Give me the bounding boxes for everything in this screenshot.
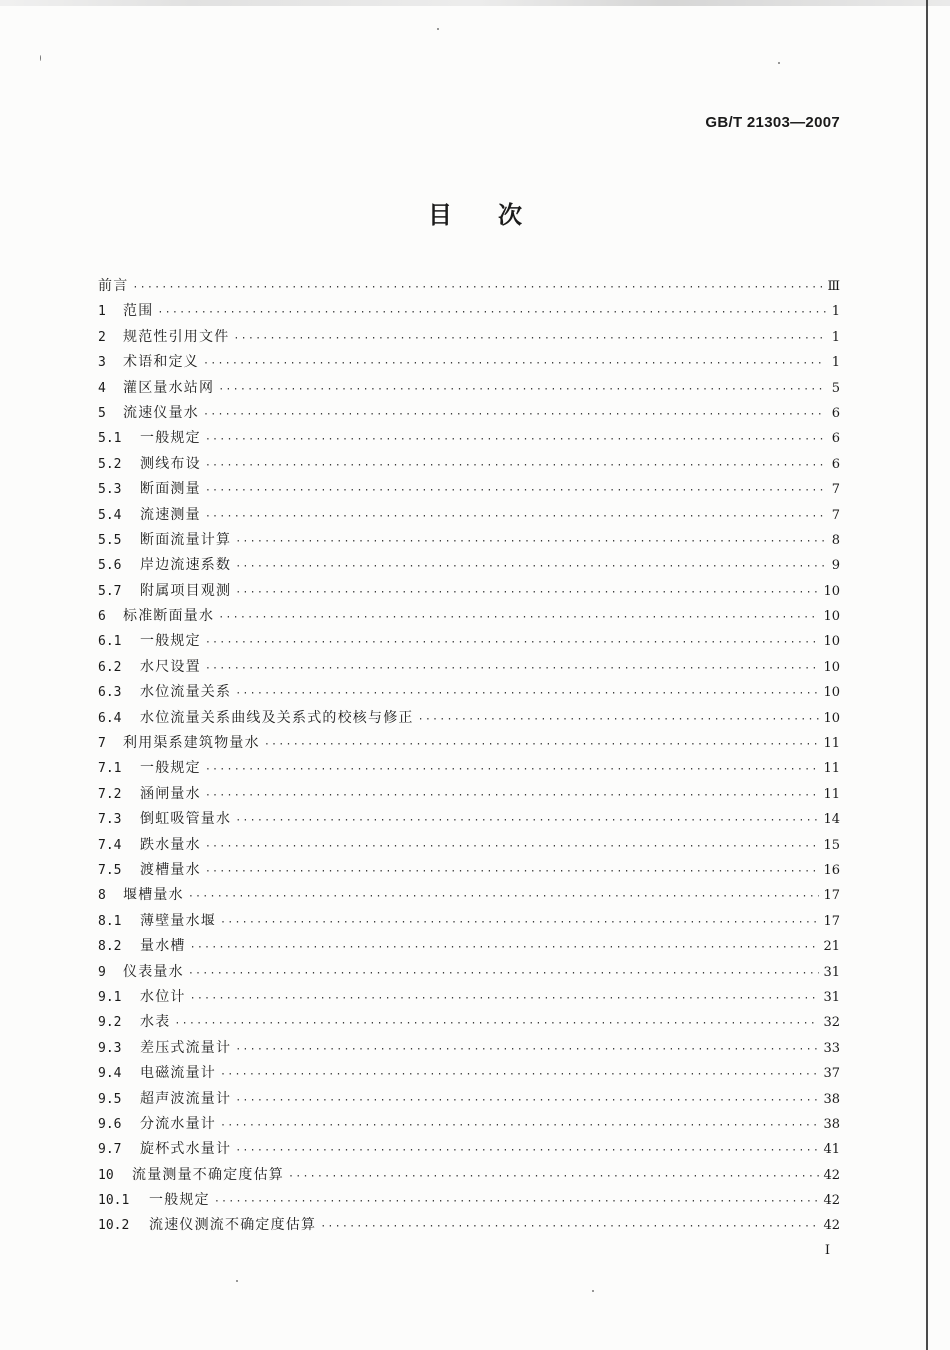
toc-entry-page: 31: [823, 989, 840, 1005]
toc-entry-number: 6.3: [98, 685, 122, 701]
scan-top-edge: [0, 0, 950, 6]
toc-leader-dots: [320, 1221, 819, 1232]
toc-entry-page: 10: [823, 659, 840, 675]
toc-entry[interactable]: [98, 834, 840, 859]
toc-entry-number: 7.2: [98, 786, 122, 802]
toc-entry-title: 电磁流量计: [140, 1065, 216, 1082]
toc-entry[interactable]: [98, 757, 840, 782]
toc-entry-title: 堰槽量水: [123, 887, 184, 904]
toc-leader-dots: [203, 358, 826, 369]
toc-entry-page: 41: [823, 1142, 840, 1158]
toc-entry-title: 规范性引用文件: [123, 328, 230, 345]
toc-entry-title: 水位流量关系曲线及关系式的校核与修正: [140, 709, 414, 726]
scan-speck: [778, 62, 780, 64]
toc-leader-dots: [218, 612, 819, 623]
toc-entry-number: 6: [98, 609, 106, 625]
toc-entry-page: 15: [823, 837, 840, 853]
toc-leader-dots: [205, 866, 820, 877]
toc-entry[interactable]: [98, 961, 840, 986]
toc-entry-number: 9: [98, 964, 106, 980]
toc-entry-number: 9.1: [98, 989, 122, 1005]
toc-entry[interactable]: [98, 478, 840, 503]
toc-leader-dots: [218, 384, 826, 395]
toc-entry-title: 一般规定: [140, 430, 201, 447]
toc-entry-number: 10.2: [98, 1218, 130, 1234]
toc-entry-title: 范围: [123, 303, 154, 320]
toc-entry[interactable]: [98, 1189, 840, 1214]
toc-entry[interactable]: [98, 1011, 840, 1036]
standard-number: GB/T 21303—2007: [705, 114, 840, 131]
toc-leader-dots: [132, 282, 823, 293]
toc-entry-page: 10: [823, 710, 840, 726]
toc-entry-number: 5.2: [98, 456, 122, 472]
toc-entry-number: 9.2: [98, 1015, 122, 1031]
toc-entry-page: 33: [823, 1040, 840, 1056]
toc-leader-dots: [235, 1044, 819, 1055]
toc-entry-page: Ⅲ: [827, 279, 840, 294]
toc-entry-page: 42: [823, 1167, 840, 1183]
toc-entry[interactable]: [98, 1138, 840, 1163]
toc-entry-number: 7.4: [98, 837, 122, 853]
toc-entry-title: 差压式流量计: [140, 1039, 232, 1056]
toc-entry[interactable]: [98, 656, 840, 681]
toc-entry[interactable]: [98, 884, 840, 909]
toc-leader-dots: [235, 587, 819, 598]
toc-entry-number: 5: [98, 405, 106, 421]
toc-entry-title: 术语和定义: [123, 354, 199, 371]
toc-entry-number: 3: [98, 355, 106, 371]
toc-entry[interactable]: [98, 504, 840, 529]
toc-entry-number: 10.1: [98, 1193, 130, 1209]
toc-entry-number: 10: [98, 1167, 114, 1183]
toc-entry-number: 5.3: [98, 482, 122, 498]
toc-entry[interactable]: [98, 1088, 840, 1113]
toc-entry[interactable]: [98, 1214, 840, 1239]
toc-entry[interactable]: [98, 1062, 840, 1087]
toc-entry[interactable]: [98, 453, 840, 478]
toc-entry-number: 6.1: [98, 634, 122, 650]
toc-entry-page: 8: [831, 532, 840, 548]
toc-entry-title: 一般规定: [149, 1192, 210, 1209]
toc-leader-dots: [205, 434, 826, 445]
toc-entry[interactable]: [98, 427, 840, 452]
toc-entry-title: 一般规定: [140, 633, 201, 650]
toc-entry-number: 5.4: [98, 507, 122, 523]
toc-entry-title: 分流水量计: [140, 1115, 216, 1132]
toc-entry-title: 前言: [98, 278, 129, 294]
toc-leader-dots: [235, 815, 819, 826]
toc-entry-title: 标准断面量水: [123, 608, 215, 625]
toc-leader-dots: [190, 942, 820, 953]
toc-entry[interactable]: [98, 326, 840, 351]
toc-entry-number: 9.3: [98, 1040, 122, 1056]
toc-leader-dots: [205, 764, 820, 775]
toc-entry[interactable]: [98, 275, 840, 300]
toc-entry-title: 薄壁量水堰: [140, 912, 216, 929]
toc-entry-number: 9.4: [98, 1066, 122, 1082]
toc-entry-page: 32: [823, 1015, 840, 1031]
toc-leader-dots: [205, 663, 820, 674]
toc-entry-title: 测线布设: [140, 455, 201, 472]
toc-entry[interactable]: [98, 1164, 840, 1189]
toc-entry-page: 17: [823, 913, 840, 929]
toc-entry[interactable]: [98, 732, 840, 757]
scan-speck: [437, 28, 439, 30]
toc-entry-number: 8: [98, 888, 106, 904]
toc-entry-page: 17: [823, 888, 840, 904]
toc-entry-number: 8.1: [98, 913, 122, 929]
toc-leader-dots: [220, 917, 819, 928]
toc-entry-title: 水位流量关系: [140, 684, 232, 701]
toc-entry-title: 灌区量水站网: [123, 379, 215, 396]
toc-leader-dots: [235, 536, 826, 547]
toc-entry-title: 水表: [140, 1014, 171, 1031]
toc-entry-page: 11: [823, 761, 840, 777]
toc-entry[interactable]: [98, 300, 840, 325]
toc-entry-page: 11: [823, 786, 840, 802]
toc-leader-dots: [205, 485, 826, 496]
toc-leader-dots: [205, 460, 826, 471]
toc-entry[interactable]: [98, 783, 840, 808]
toc-entry-page: 11: [823, 736, 840, 752]
toc-entry-page: 21: [823, 939, 840, 955]
page-title: 目次: [428, 201, 568, 229]
toc-leader-dots: [188, 891, 820, 902]
toc-entry[interactable]: [98, 554, 840, 579]
toc-leader-dots: [235, 1095, 819, 1106]
toc-leader-dots: [205, 511, 826, 522]
toc-leader-dots: [235, 561, 826, 572]
toc-entry-page: 9: [831, 558, 840, 574]
toc-entry-number: 6.4: [98, 710, 122, 726]
toc-leader-dots: [214, 1196, 820, 1207]
toc-entry[interactable]: [98, 808, 840, 833]
toc-entry-title: 断面流量计算: [140, 531, 232, 548]
toc-entry[interactable]: [98, 630, 840, 655]
toc-entry-title: 断面测量: [140, 481, 201, 498]
toc-entry-number: 7.3: [98, 812, 122, 828]
toc-entry-number: 7.5: [98, 862, 122, 878]
toc-entry[interactable]: [98, 1113, 840, 1138]
toc-entry-number: 6.2: [98, 659, 122, 675]
toc-entry-number: 2: [98, 329, 106, 345]
toc-entry-title: 岸边流速系数: [140, 557, 232, 574]
toc-entry-number: 9.7: [98, 1142, 122, 1158]
toc-leader-dots: [418, 714, 820, 725]
toc-entry-title: 流速仪测流不确定度估算: [149, 1217, 317, 1234]
toc-entry-page: 6: [831, 431, 840, 447]
toc-entry-page: 38: [823, 1091, 840, 1107]
toc-entry-page: 7: [831, 507, 840, 523]
toc-entry-number: 7: [98, 736, 106, 752]
toc-entry[interactable]: [98, 681, 840, 706]
toc-leader-dots: [205, 841, 820, 852]
toc-entry-title: 水位计: [140, 988, 186, 1005]
toc-entry-page: 6: [831, 405, 840, 421]
toc-leader-dots: [157, 307, 826, 318]
toc-entry-number: 5.7: [98, 583, 122, 599]
toc-entry-page: 10: [823, 583, 840, 599]
toc-entry[interactable]: [98, 1037, 840, 1062]
toc-entry-number: 9.5: [98, 1091, 122, 1107]
toc-entry-page: 10: [823, 609, 840, 625]
toc-entry-page: 5: [831, 380, 840, 396]
toc-leader-dots: [233, 333, 826, 344]
toc-entry-page: 42: [823, 1218, 840, 1234]
toc-entry-title: 渡槽量水: [140, 861, 201, 878]
toc-entry-page: 10: [823, 634, 840, 650]
toc-entry[interactable]: [98, 402, 840, 427]
toc-entry-number: 8.2: [98, 939, 122, 955]
toc-entry-title: 流速测量: [140, 506, 201, 523]
toc-leader-dots: [288, 1171, 819, 1182]
toc-leader-dots: [205, 790, 820, 801]
toc-entry[interactable]: [98, 859, 840, 884]
toc-entry-page: 42: [823, 1193, 840, 1209]
toc-entry-title: 旋杯式水量计: [140, 1141, 232, 1158]
toc-entry[interactable]: [98, 935, 840, 960]
toc-leader-dots: [264, 739, 820, 750]
toc-leader-dots: [205, 637, 820, 648]
toc-entry-title: 涵闸量水: [140, 785, 201, 802]
table-of-contents: [98, 275, 840, 1240]
toc-entry[interactable]: [98, 377, 840, 402]
toc-entry-number: 5.1: [98, 431, 122, 447]
toc-entry-page: 14: [823, 812, 840, 828]
scan-speck: [40, 55, 41, 61]
toc-entry-title: 仪表量水: [123, 963, 184, 980]
toc-entry-page: 1: [831, 355, 840, 371]
toc-entry-title: 量水槽: [140, 938, 186, 955]
toc-entry[interactable]: [98, 707, 840, 732]
toc-entry-number: 1: [98, 304, 106, 320]
toc-entry-page: 10: [823, 685, 840, 701]
toc-leader-dots: [220, 1120, 819, 1131]
toc-entry-page: 31: [823, 964, 840, 980]
toc-leader-dots: [220, 1069, 819, 1080]
scan-speck: [236, 1280, 238, 1282]
scan-speck: [592, 1290, 594, 1292]
toc-entry-page: 37: [823, 1066, 840, 1082]
toc-entry-title: 利用渠系建筑物量水: [123, 735, 260, 752]
toc-entry[interactable]: [98, 580, 840, 605]
toc-entry-number: 5.5: [98, 532, 122, 548]
toc-entry-title: 超声波流量计: [140, 1090, 232, 1107]
toc-entry-number: 4: [98, 380, 106, 396]
toc-entry-page: 16: [823, 862, 840, 878]
toc-leader-dots: [203, 409, 826, 420]
toc-entry-title: 水尺设置: [140, 658, 201, 675]
toc-entry[interactable]: [98, 605, 840, 630]
toc-leader-dots: [188, 968, 820, 979]
toc-entry-number: 9.6: [98, 1116, 122, 1132]
toc-entry-number: 5.6: [98, 558, 122, 574]
toc-entry[interactable]: [98, 910, 840, 935]
toc-entry-title: 一般规定: [140, 760, 201, 777]
toc-entry-page: 1: [831, 329, 840, 345]
toc-entry-title: 流量测量不确定度估算: [132, 1166, 284, 1183]
toc-entry-title: 倒虹吸管量水: [140, 811, 232, 828]
toc-leader-dots: [174, 1018, 819, 1029]
toc-leader-dots: [190, 993, 820, 1004]
toc-entry-page: 7: [831, 482, 840, 498]
toc-entry-title: 流速仪量水: [123, 404, 199, 421]
toc-entry[interactable]: [98, 529, 840, 554]
toc-entry-page: 6: [831, 456, 840, 472]
toc-entry[interactable]: [98, 351, 840, 376]
page-number: I: [824, 1243, 830, 1258]
toc-entry[interactable]: [98, 986, 840, 1011]
toc-leader-dots: [235, 688, 819, 699]
toc-entry-title: 跌水量水: [140, 836, 201, 853]
toc-leader-dots: [235, 1145, 819, 1156]
toc-entry-page: 38: [823, 1116, 840, 1132]
toc-entry-title: 附属项目观测: [140, 582, 232, 599]
toc-entry-number: 7.1: [98, 761, 122, 777]
toc-entry-page: 1: [831, 304, 840, 320]
